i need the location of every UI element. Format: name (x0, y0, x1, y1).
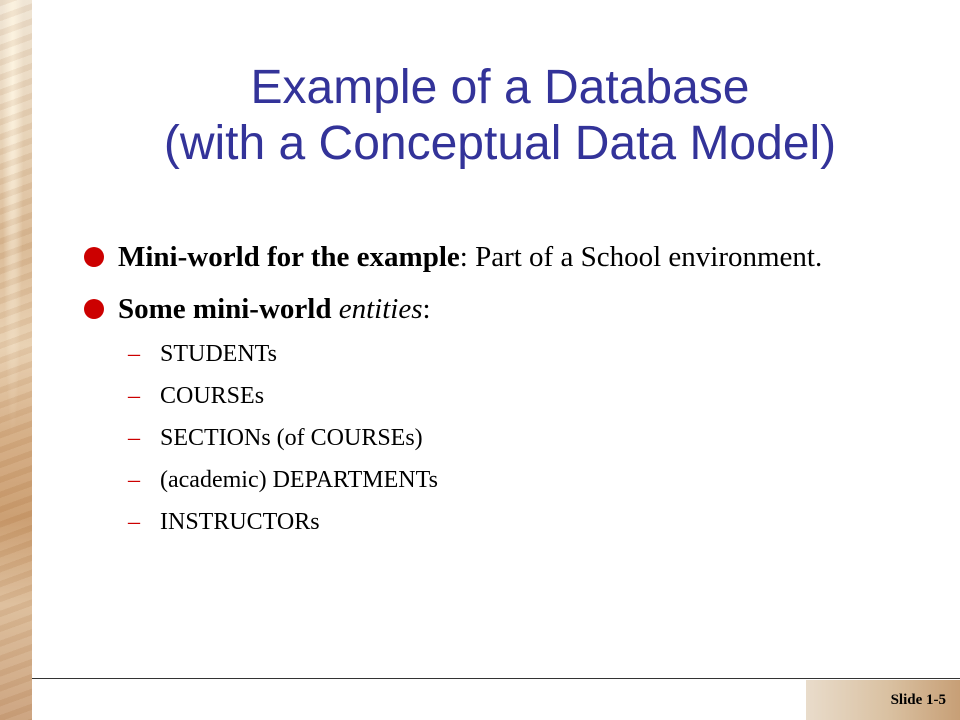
sub-item-label: COURSEs (160, 383, 265, 409)
dash-icon: – (128, 341, 140, 367)
sub-item-sections (84, 424, 904, 466)
bullet-mini-world (84, 240, 904, 274)
dash-icon: – (128, 383, 140, 409)
bullet-entities (84, 292, 904, 326)
bullet-dot-icon (84, 247, 104, 267)
bullet-entities-colon: : (422, 293, 431, 325)
sub-item-label: STUDENTs (160, 341, 277, 367)
slide-title-line-1: Example of a Database (250, 61, 750, 114)
sub-item-instructors (84, 508, 904, 550)
sub-item-label: INSTRUCTORs (160, 509, 320, 535)
sub-item-students (84, 340, 904, 382)
sub-item-label: SECTIONs (of COURSEs) (160, 425, 423, 451)
dash-icon: – (128, 467, 140, 493)
slide-title (60, 60, 940, 172)
slide-number: Slide 1-5 (890, 692, 946, 708)
bullet-dot-icon (84, 299, 104, 319)
bullet-mini-world-text: : Part of a School environment. (459, 241, 823, 273)
sub-item-departments (84, 466, 904, 508)
footer-divider (32, 678, 960, 679)
bullet-entities-bold: Some mini-world (118, 293, 332, 325)
slide-content (84, 240, 904, 550)
bullet-entities-italic: entities (338, 293, 423, 325)
sub-item-courses (84, 382, 904, 424)
decorative-sand-band (0, 0, 32, 720)
sub-item-label: (academic) DEPARTMENTs (160, 467, 438, 493)
dash-icon: – (128, 425, 140, 451)
dash-icon: – (128, 509, 140, 535)
slide-title-line-2: (with a Conceptual Data Model) (163, 117, 837, 170)
bullet-mini-world-bold: Mini-world for the example (118, 241, 460, 273)
